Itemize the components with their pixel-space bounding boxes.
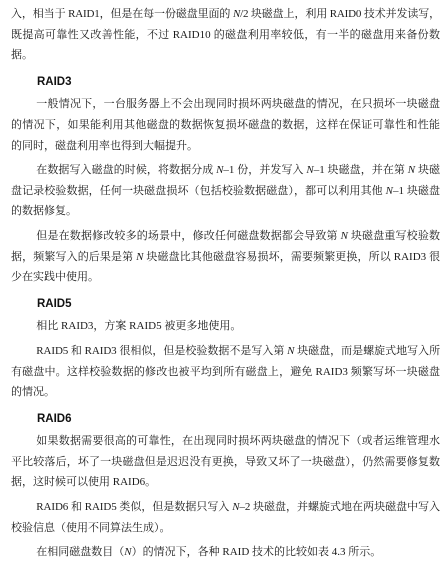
paragraph <box>11 341 440 403</box>
variable-n-italic: N <box>232 8 241 20</box>
text-run: –1 块磁盘 <box>392 184 441 197</box>
variable-n-italic: N <box>136 250 144 263</box>
text-line: 据，这时候可以使用 RAID6。 <box>11 476 157 489</box>
text-run: 在数据写入磁盘的时候，将数据分成 <box>36 164 217 177</box>
text-run: 块磁 <box>415 164 441 177</box>
text-line: 如果数据需要很高的可靠性，在出现同时损坏两块磁盘的情况下（或者运维管理水 <box>36 435 440 448</box>
text-run: 入，相当于 RAID1，但是在每一份磁盘里面的 <box>11 8 233 20</box>
paragraph <box>11 226 440 288</box>
text-line: 的同时，磁盘利用率也得到大幅提升。 <box>11 139 198 152</box>
text-line <box>11 160 440 181</box>
variable-n-italic: N <box>216 164 224 177</box>
text-line <box>11 4 440 25</box>
variable-n-italic: N <box>124 546 132 559</box>
section-heading-raid6: RAID6 <box>37 412 72 425</box>
text-line <box>11 226 440 247</box>
text-line: 少在实践中使用。 <box>11 271 99 284</box>
text-run: –1 块磁盘，并在第 <box>313 164 408 177</box>
text-run: 但是在数据修改较多的场景中，修改任何磁盘数据都会导致第 <box>36 229 341 242</box>
section-heading-raid5: RAID5 <box>37 297 72 310</box>
text-line: 一般情况下，一台服务器上不会出现同时损坏两块磁盘的情况，在只损坏一块磁盘 <box>36 98 440 111</box>
text-line: 校验信息（使用不同算法生成）。 <box>11 521 171 534</box>
text-run: –1 份，并发写入 <box>223 164 307 177</box>
text-run: 块磁盘，而是螺旋式地写入所 <box>294 344 440 357</box>
text-line: 有磁盘中。这样校验数据的修改也被平均到所有磁盘上，避免 RAID3 频繁写坏一块磁盘 <box>11 365 440 378</box>
text-run: RAID5 和 RAID3 很相似，但是校验数据不是写入第 <box>36 344 288 357</box>
text-line: 据。 <box>11 49 33 62</box>
paragraph-raid10-continued <box>11 4 440 66</box>
text-line: 相比 RAID3，方案 RAID5 被更多地使用。 <box>36 320 242 333</box>
text-run: /2 块磁盘上，利用 RAID0 技术并发读写， <box>240 8 440 20</box>
variable-n-italic: N <box>340 229 348 242</box>
variable-n-italic: N <box>232 501 240 514</box>
text-line <box>11 341 440 362</box>
text-run: ）的情况下，各种 RAID 技术的比较如表 4.3 所示。 <box>131 546 382 559</box>
variable-n-italic: N <box>407 164 416 177</box>
text-line <box>11 542 440 563</box>
text-run: 在相同磁盘数目（ <box>36 546 125 559</box>
text-run: 据，频繁写入的后果是第 <box>11 250 137 263</box>
text-line <box>11 497 440 518</box>
text-run: RAID6 和 RAID5 类似，但是数据只写入 <box>36 501 233 514</box>
variable-n-italic: N <box>306 164 314 177</box>
text-run: 块磁盘重写校验数 <box>347 229 441 242</box>
text-run: –2 块磁盘，并螺旋式地在两块磁盘中写入 <box>239 501 441 514</box>
paragraph <box>11 497 440 538</box>
variable-n-italic: N <box>287 344 295 357</box>
variable-n-italic: N <box>385 184 393 197</box>
paragraph <box>11 160 440 222</box>
text-run: 盘记录校验数据，任何一块磁盘损坏（包括校验数据磁盘），都可以利用其他 <box>11 184 386 197</box>
paragraph <box>11 431 440 493</box>
text-line: 的情况下，如果能利用其他磁盘的数据恢复损坏磁盘的数据，这样在保证可靠性和性能 <box>11 118 440 131</box>
text-run: 块磁盘比其他磁盘容易损坏，需要频繁更换，所以 RAID3 很 <box>143 250 441 263</box>
paragraph-table-reference <box>11 542 440 563</box>
text-line <box>11 181 440 202</box>
text-line: 的数据修复。 <box>11 205 77 218</box>
text-line: 的情况。 <box>11 386 55 399</box>
text-line <box>11 247 440 268</box>
text-line: 平比较落后，坏了一块磁盘但是迟迟没有更换，导致又坏了一块磁盘），仍然需要修复数 <box>11 455 440 468</box>
paragraph <box>11 316 440 337</box>
section-heading-raid3: RAID3 <box>37 75 72 88</box>
paragraph <box>11 94 440 156</box>
text-line: 既提高可靠性又改善性能，不过 RAID10 的磁盘利用率较低，有一半的磁盘用来备份数 <box>11 28 440 41</box>
